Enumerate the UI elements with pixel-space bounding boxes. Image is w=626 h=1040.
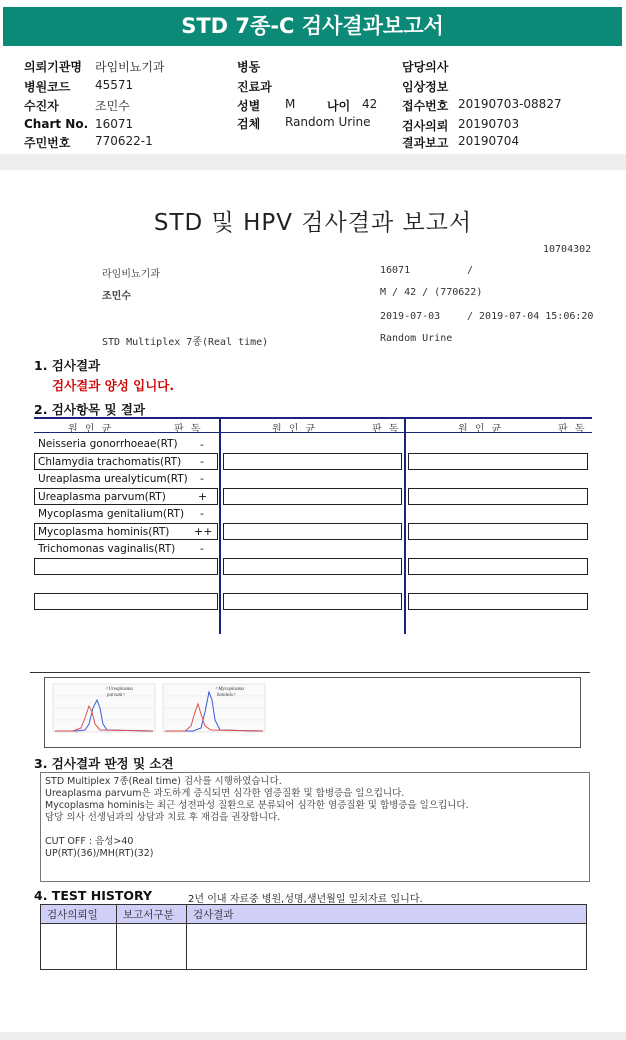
organism-name: Mycoplasma genitalium(RT) bbox=[38, 508, 185, 520]
col3-organism-header: 원 인 균 bbox=[458, 424, 504, 435]
age-label: 나이 bbox=[327, 99, 351, 113]
report-slash: / bbox=[467, 265, 474, 276]
report-patient: 조민수 bbox=[102, 291, 131, 302]
patient-value: 조민수 bbox=[95, 99, 130, 113]
rrn-label: 주민번호 bbox=[24, 136, 71, 150]
section2-title: 2. 검사항목 및 결과 bbox=[34, 402, 146, 417]
organism-name: Chlamydia trachomatis(RT) bbox=[38, 456, 182, 468]
history-cell bbox=[187, 924, 587, 970]
interpretation-box bbox=[40, 772, 590, 882]
report-date-report: / 2019-07-04 15:06:20 bbox=[467, 311, 594, 322]
interpretation-line: Ureaplasma parvum은 과도하게 증식되면 심각한 염증질환 및 합병증을 일으킵니다. bbox=[45, 788, 405, 799]
empty-box bbox=[408, 558, 588, 575]
table-top-rule bbox=[34, 417, 592, 419]
curve-plot-1 bbox=[53, 684, 155, 732]
report-date-request: 2019-07-03 bbox=[380, 311, 441, 322]
curve2-label-b: hominis> bbox=[217, 693, 237, 698]
ct-values-line: UP(RT)(36)/MH(RT)(32) bbox=[45, 848, 154, 859]
report-chart: 16071 bbox=[380, 265, 411, 276]
curve-panel bbox=[44, 677, 581, 748]
history-table bbox=[40, 904, 587, 970]
header-band bbox=[0, 0, 626, 50]
history-col-requested: 검사의뢰일 bbox=[41, 905, 117, 924]
organism-name-positive: Ureaplasma parvum(RT) bbox=[38, 491, 166, 503]
ward-label: 병동 bbox=[237, 60, 261, 74]
organism-result: - bbox=[200, 455, 204, 468]
empty-box bbox=[223, 558, 402, 575]
accession-label: 접수번호 bbox=[402, 99, 449, 113]
report-title: STD 및 HPV 검사결과 보고서 bbox=[153, 210, 473, 236]
empty-box bbox=[223, 488, 402, 505]
section3-title: 3. 검사결과 판정 및 소견 bbox=[34, 756, 174, 771]
interpretation-line bbox=[45, 824, 585, 836]
report-hospital: 라임비뇨기과 bbox=[102, 269, 160, 280]
organism-name: Ureaplasma urealyticum(RT) bbox=[38, 473, 188, 485]
table-divider-2 bbox=[404, 418, 406, 634]
doctor-label: 담당의사 bbox=[402, 60, 449, 74]
patient-info bbox=[0, 50, 626, 154]
interpretation-line: 담당 의사 선생님과의 상담과 치료 후 재검을 권장합니다. bbox=[45, 812, 281, 823]
empty-box bbox=[408, 523, 588, 540]
reported-label: 결과보고 bbox=[402, 136, 449, 150]
sex-value: M bbox=[285, 97, 296, 111]
organism-name: Neisseria gonorrhoeae(RT) bbox=[38, 438, 178, 450]
report-specimen: Random Urine bbox=[380, 333, 453, 344]
col3-result-header: 판 독 bbox=[558, 424, 587, 435]
chart-label: Chart No. bbox=[24, 117, 89, 131]
report-number: 10704302 bbox=[543, 244, 592, 255]
hospital-value: 라임비뇨기과 bbox=[95, 60, 165, 74]
clinical-label: 임상정보 bbox=[402, 80, 449, 94]
curve1-label-b: parvum> bbox=[107, 693, 126, 698]
empty-box bbox=[408, 488, 588, 505]
organism-name: Trichomonas vaginalis(RT) bbox=[38, 543, 176, 555]
organism-result: - bbox=[200, 438, 204, 451]
hospital-label: 의뢰기관명 bbox=[24, 60, 82, 74]
interpretation-line: STD Multiplex 7종(Real time) 검사를 시행하였습니다. bbox=[45, 776, 282, 787]
curve-plot-2 bbox=[163, 684, 265, 732]
curve2-label-a: <Mycoplasma bbox=[215, 687, 244, 692]
organism-result: - bbox=[200, 472, 204, 485]
empty-box bbox=[223, 593, 402, 610]
history-col-result: 검사결과 bbox=[187, 905, 587, 924]
empty-box bbox=[223, 523, 402, 540]
curve-top-rule bbox=[30, 672, 590, 673]
col1-organism-header: 원 인 균 bbox=[68, 424, 114, 435]
organism-name-positive: Mycoplasma hominis(RT) bbox=[38, 526, 170, 538]
organism-result-positive: + bbox=[198, 490, 208, 503]
requested-label: 검사의뢰 bbox=[402, 119, 449, 133]
amplification-curves bbox=[45, 678, 580, 747]
report-sex-age: M / 42 / (770622) bbox=[380, 287, 483, 298]
organism-result: - bbox=[200, 507, 204, 520]
empty-box bbox=[408, 593, 588, 610]
patient-label: 수진자 bbox=[24, 99, 59, 113]
organism-result: - bbox=[200, 542, 204, 555]
section4-title: 4. TEST HISTORY bbox=[34, 888, 153, 903]
history-note: 2년 이내 자료중 병원,성명,생년월일 일치자료 입니다. bbox=[188, 894, 423, 905]
report-paper bbox=[0, 170, 626, 1032]
row-box bbox=[34, 593, 218, 610]
cutoff-line: CUT OFF : 음성>40 bbox=[45, 836, 134, 847]
specimen-label: 검체 bbox=[237, 117, 261, 131]
age-value: 42 bbox=[362, 97, 378, 111]
dept-label: 진료과 bbox=[237, 80, 272, 94]
curve1-label-a: <Ureaplasma bbox=[105, 687, 133, 692]
empty-box bbox=[408, 453, 588, 470]
col2-organism-header: 원 인 균 bbox=[272, 424, 318, 435]
sex-label: 성별 bbox=[237, 99, 261, 113]
code-value: 45571 bbox=[95, 78, 134, 92]
empty-box bbox=[223, 453, 402, 470]
section1-result: 검사결과 양성 입니다. bbox=[52, 378, 175, 393]
rrn-value: 770622-1 bbox=[95, 134, 153, 148]
col1-result-header: 판 독 bbox=[174, 424, 203, 435]
report-header-title: STD 7종-C 검사결과보고서 bbox=[3, 7, 622, 46]
row-box bbox=[34, 558, 218, 575]
chart-value: 16071 bbox=[95, 117, 134, 131]
col2-result-header: 판 독 bbox=[372, 424, 401, 435]
report-test-name: STD Multiplex 7종(Real time) bbox=[102, 337, 269, 348]
reported-value: 20190704 bbox=[458, 134, 520, 148]
interpretation-line: Mycoplasma hominis는 최근 성전파성 질환으로 분류되어 심각한 염증질환 및 합병증을 일으킵니다. bbox=[45, 800, 469, 811]
section1-title: 1. 검사결과 bbox=[34, 358, 101, 373]
history-cell bbox=[117, 924, 187, 970]
history-col-type: 보고서구분 bbox=[117, 905, 187, 924]
history-cell bbox=[41, 924, 117, 970]
accession-value: 20190703-08827 bbox=[458, 97, 562, 111]
specimen-value: Random Urine bbox=[285, 115, 371, 129]
requested-value: 20190703 bbox=[458, 117, 520, 131]
code-label: 병원코드 bbox=[24, 80, 71, 94]
table-divider-1 bbox=[219, 418, 221, 634]
organism-result-positive: ++ bbox=[194, 525, 213, 538]
